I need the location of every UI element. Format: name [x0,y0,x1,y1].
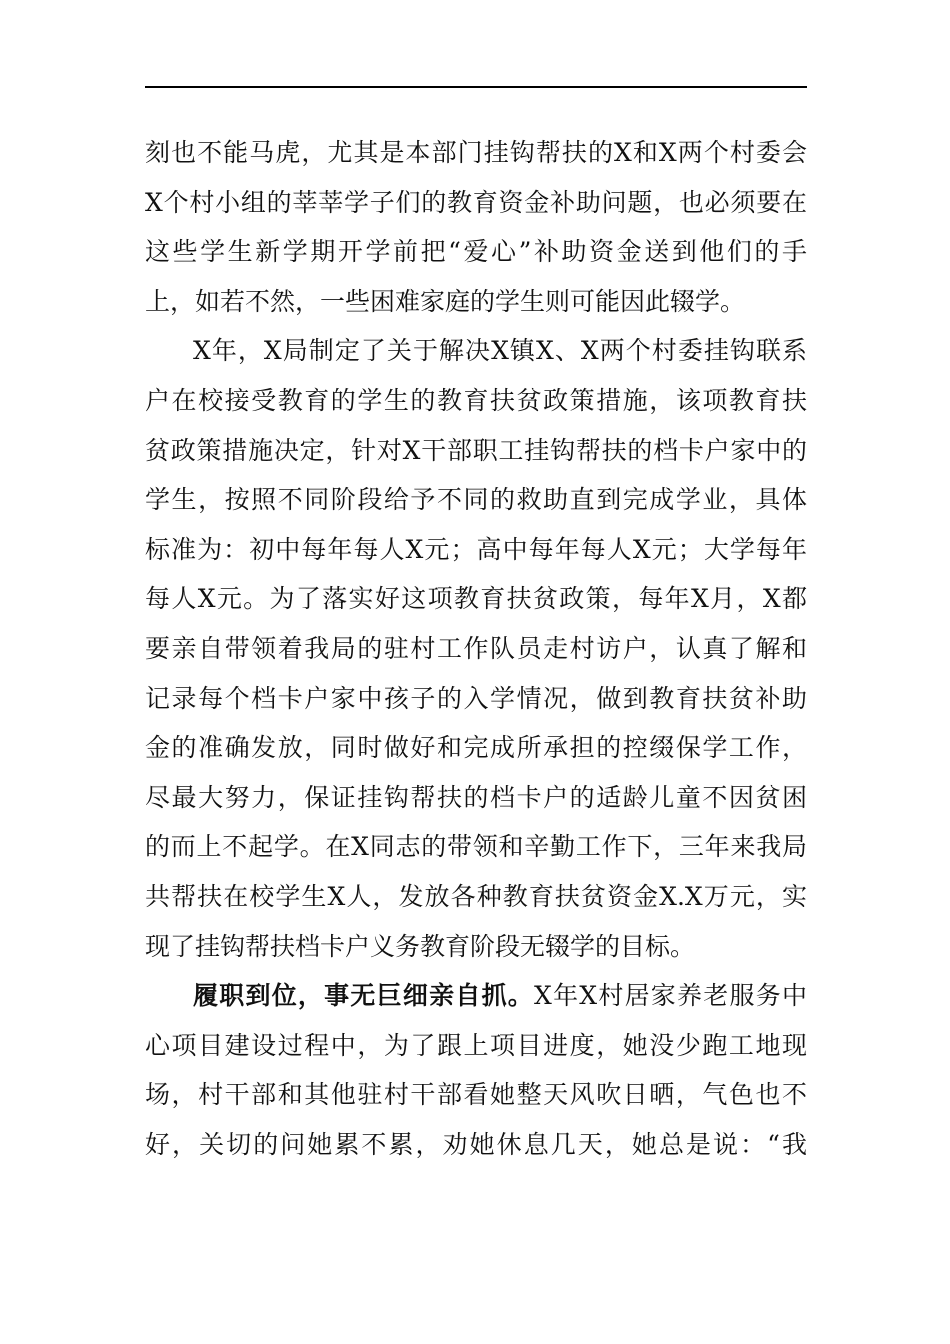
text-line: 标准为：初中每年每人X元；高中每年每人X元；大学每年 [145,534,807,564]
text-line: 贫政策措施决定，针对X干部职工挂钩帮扶的档卡户家中的 [145,435,807,465]
text-line: 现了挂钩帮扶档卡户义务教育阶段无辍学的目标。 [145,931,696,961]
text-line: 这些学生新学期开学前把“爱心”补助资金送到他们的手 [145,237,807,267]
document-body [145,128,807,1169]
text-line: 心项目建设过程中，为了跟上项目进度，她没少跑工地现 [145,1030,807,1060]
text-line: 场，村干部和其他驻村干部看她整天风吹日晒，气色也不 [145,1080,807,1110]
paragraph-1 [145,128,807,326]
text-line: 的而上不起学。在X同志的带领和辛勤工作下，三年来我局 [145,832,807,862]
text-line: 记录每个档卡户家中孩子的入学情况，做到教育扶贫补助 [145,683,807,713]
text-line: 学生，按照不同阶段给予不同的救助直到完成学业，具体 [145,485,807,515]
text-line: 金的准确发放，同时做好和完成所承担的控缀保学工作， [145,733,807,763]
text-line: 好，关切的问她累不累，劝她休息几天，她总是说：“我 [145,1129,807,1159]
text-line: X个村小组的莘莘学子们的教育资金补助问题，也必须要在 [145,187,807,217]
text-line [145,971,807,1021]
text-line: 每人X元。为了落实好这项教育扶贫政策，每年X月，X都 [145,584,807,614]
text-line: 要亲自带领着我局的驻村工作队员走村访户，认真了解和 [145,633,807,663]
paragraph-2 [145,326,807,971]
text-line: 共帮扶在校学生X人，发放各种教育扶贫资金X.X万元，实 [145,881,807,911]
paragraph-3 [145,971,807,1169]
text-line: 户在校接受教育的学生的教育扶贫政策措施，该项教育扶 [145,385,807,415]
header-rule [145,86,807,88]
paragraph-heading: 履职到位，事无巨细亲自抓。 [193,981,535,1011]
text-line: 刻也不能马虎，尤其是本部门挂钩帮扶的X和X两个村委会 [145,138,807,167]
text-line: X年，X局制定了关于解决X镇X、X两个村委挂钩联系 [193,336,807,366]
text-line: 尽最大努力，保证挂钩帮扶的档卡户的适龄儿童不因贫困 [145,782,807,812]
heading-continuation: X年X村居家养老服务中 [534,981,807,1011]
text-line: 上，如若不然，一些困难家庭的学生则可能因此辍学。 [145,286,746,316]
